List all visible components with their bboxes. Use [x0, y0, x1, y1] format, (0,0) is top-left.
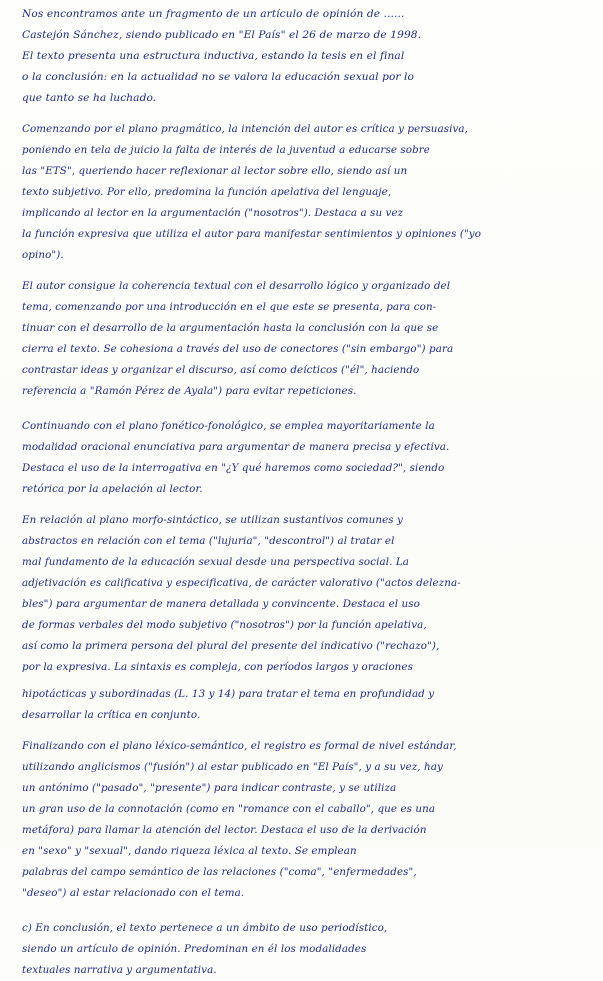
text-line: en "sexo" y "sexual", dando riqueza léxica al texto. Se emplean — [22, 845, 357, 857]
text-line: Nos encontramos ante un fragmento de un artículo de opinión de ...... — [22, 8, 405, 20]
text-line: El texto presenta una estructura inductiva, estando la tesis en el final — [22, 50, 405, 62]
text-line: implicando al lector en la argumentación ("nosotros"). Destaca a su vez — [22, 207, 404, 219]
paragraph-lexical-semantic — [22, 736, 589, 904]
text-line: un antónimo ("pasado", "presente") para indicar contraste, y se utiliza — [22, 782, 397, 794]
text-line: Destaca el uso de la interrogativa en "¿Y qué haremos como sociedad?", siendo — [22, 462, 445, 474]
text-line: palabras del campo semántico de las relaciones ("coma", "enfermedades", — [22, 866, 417, 878]
text-line: El autor consigue la coherencia textual con el desarrollo lógico y organizado del — [22, 280, 451, 292]
text-line: o la conclusión: en la actualidad no se valora la educación sexual por lo — [22, 71, 415, 83]
paragraph-coherence — [22, 276, 589, 402]
text-line: abstractos en relación con el tema ("lujuria", "descontrol") al tratar el — [22, 535, 395, 547]
text-line: bles") para argumentar de manera detallada y convincente. Destaca el uso — [22, 598, 420, 610]
text-line: referencia a "Ramón Pérez de Ayala") para evitar repeticiones. — [22, 385, 357, 397]
text-line: hipotácticas y subordinadas (L. 13 y 14) para tratar el tema en profundidad y — [22, 688, 435, 700]
paragraph-conclusion — [22, 918, 589, 981]
text-line: de formas verbales del modo subjetivo ("nosotros") por la función apelativa, — [22, 619, 427, 631]
paragraph-introduction — [22, 4, 589, 109]
text-line: retórica por la apelación al lector. — [22, 483, 203, 495]
text-line: así como la primera persona del plural del presente del indicativo ("rechazo"), — [22, 640, 440, 652]
text-line: utilizando anglicismos ("fusión") al estar publicado en "El País", y a su vez, hay — [22, 761, 443, 773]
text-line: tinuar con el desarrollo de la argumentación hasta la conclusión con la que se — [22, 322, 439, 334]
text-line: por la expresiva. La sintaxis es compleja, con períodos largos y oraciones — [22, 661, 413, 673]
text-line: Finalizando con el plano léxico-semántico, el registro es formal de nivel estándar, — [22, 740, 457, 752]
text-line: la función expresiva que utiliza el autor para manifestar sentimientos y opiniones ("yo — [22, 228, 482, 240]
text-line: las "ETS", queriendo hacer reflexionar al lector sobre ello, siendo así un — [22, 165, 408, 177]
text-line: metáfora) para llamar la atención del lector. Destaca el uso de la derivación — [22, 824, 427, 836]
paragraph-phonetic — [22, 416, 589, 500]
text-line: textuales narrativa y argumentativa. — [22, 964, 217, 976]
text-line: un gran uso de la connotación (como en "romance con el caballo", que es una — [22, 803, 436, 815]
text-line: "deseo") al estar relacionado con el tema. — [22, 887, 245, 899]
text-line: modalidad oracional enunciativa para argumentar de manera precisa y efectiva. — [22, 441, 450, 453]
text-line: En relación al plano morfo-sintáctico, se utilizan sustantivos comunes y — [22, 514, 403, 526]
text-line: Castejón Sánchez, siendo publicado en "El País" el 26 de marzo de 1998. — [22, 29, 422, 41]
paragraph-morphosyntactic — [22, 510, 589, 726]
text-line: adjetivación es calificativa y especificativa, de carácter valorativo ("actos deleznа- — [22, 577, 461, 589]
text-line: que tanto se ha luchado. — [22, 92, 157, 104]
text-line: cierra el texto. Se cohesiona a través del uso de conectores ("sin embargo") para — [22, 343, 454, 355]
paragraph-pragmatic — [22, 119, 589, 266]
text-line: opino"). — [22, 249, 64, 261]
text-line: Comenzando por el plano pragmático, la intención del autor es crítica y persuasiva, — [22, 123, 469, 135]
text-line: tema, comenzando por una introducción en el que este se presenta, para con- — [22, 301, 437, 313]
text-line: contrastar ideas y organizar el discurso, así como deícticos ("él", haciendo — [22, 364, 420, 376]
text-line: c) En conclusión, el texto pertenece a un ámbito de uso periodístico, — [22, 922, 388, 934]
text-line: poniendo en tela de juicio la falta de interés de la juventud a educarse sobre — [22, 144, 430, 156]
text-line: desarrollar la crítica en conjunto. — [22, 709, 201, 721]
text-line: siendo un artículo de opinión. Predominan en él los modalidades — [22, 943, 367, 955]
text-line: Continuando con el plano fonético-fonológico, se emplea mayoritariamente la — [22, 420, 435, 432]
text-line: mal fundamento de la educación sexual desde una perspectiva social. La — [22, 556, 410, 568]
text-line: texto subjetivo. Por ello, predomina la función apelativa del lenguaje, — [22, 186, 392, 198]
